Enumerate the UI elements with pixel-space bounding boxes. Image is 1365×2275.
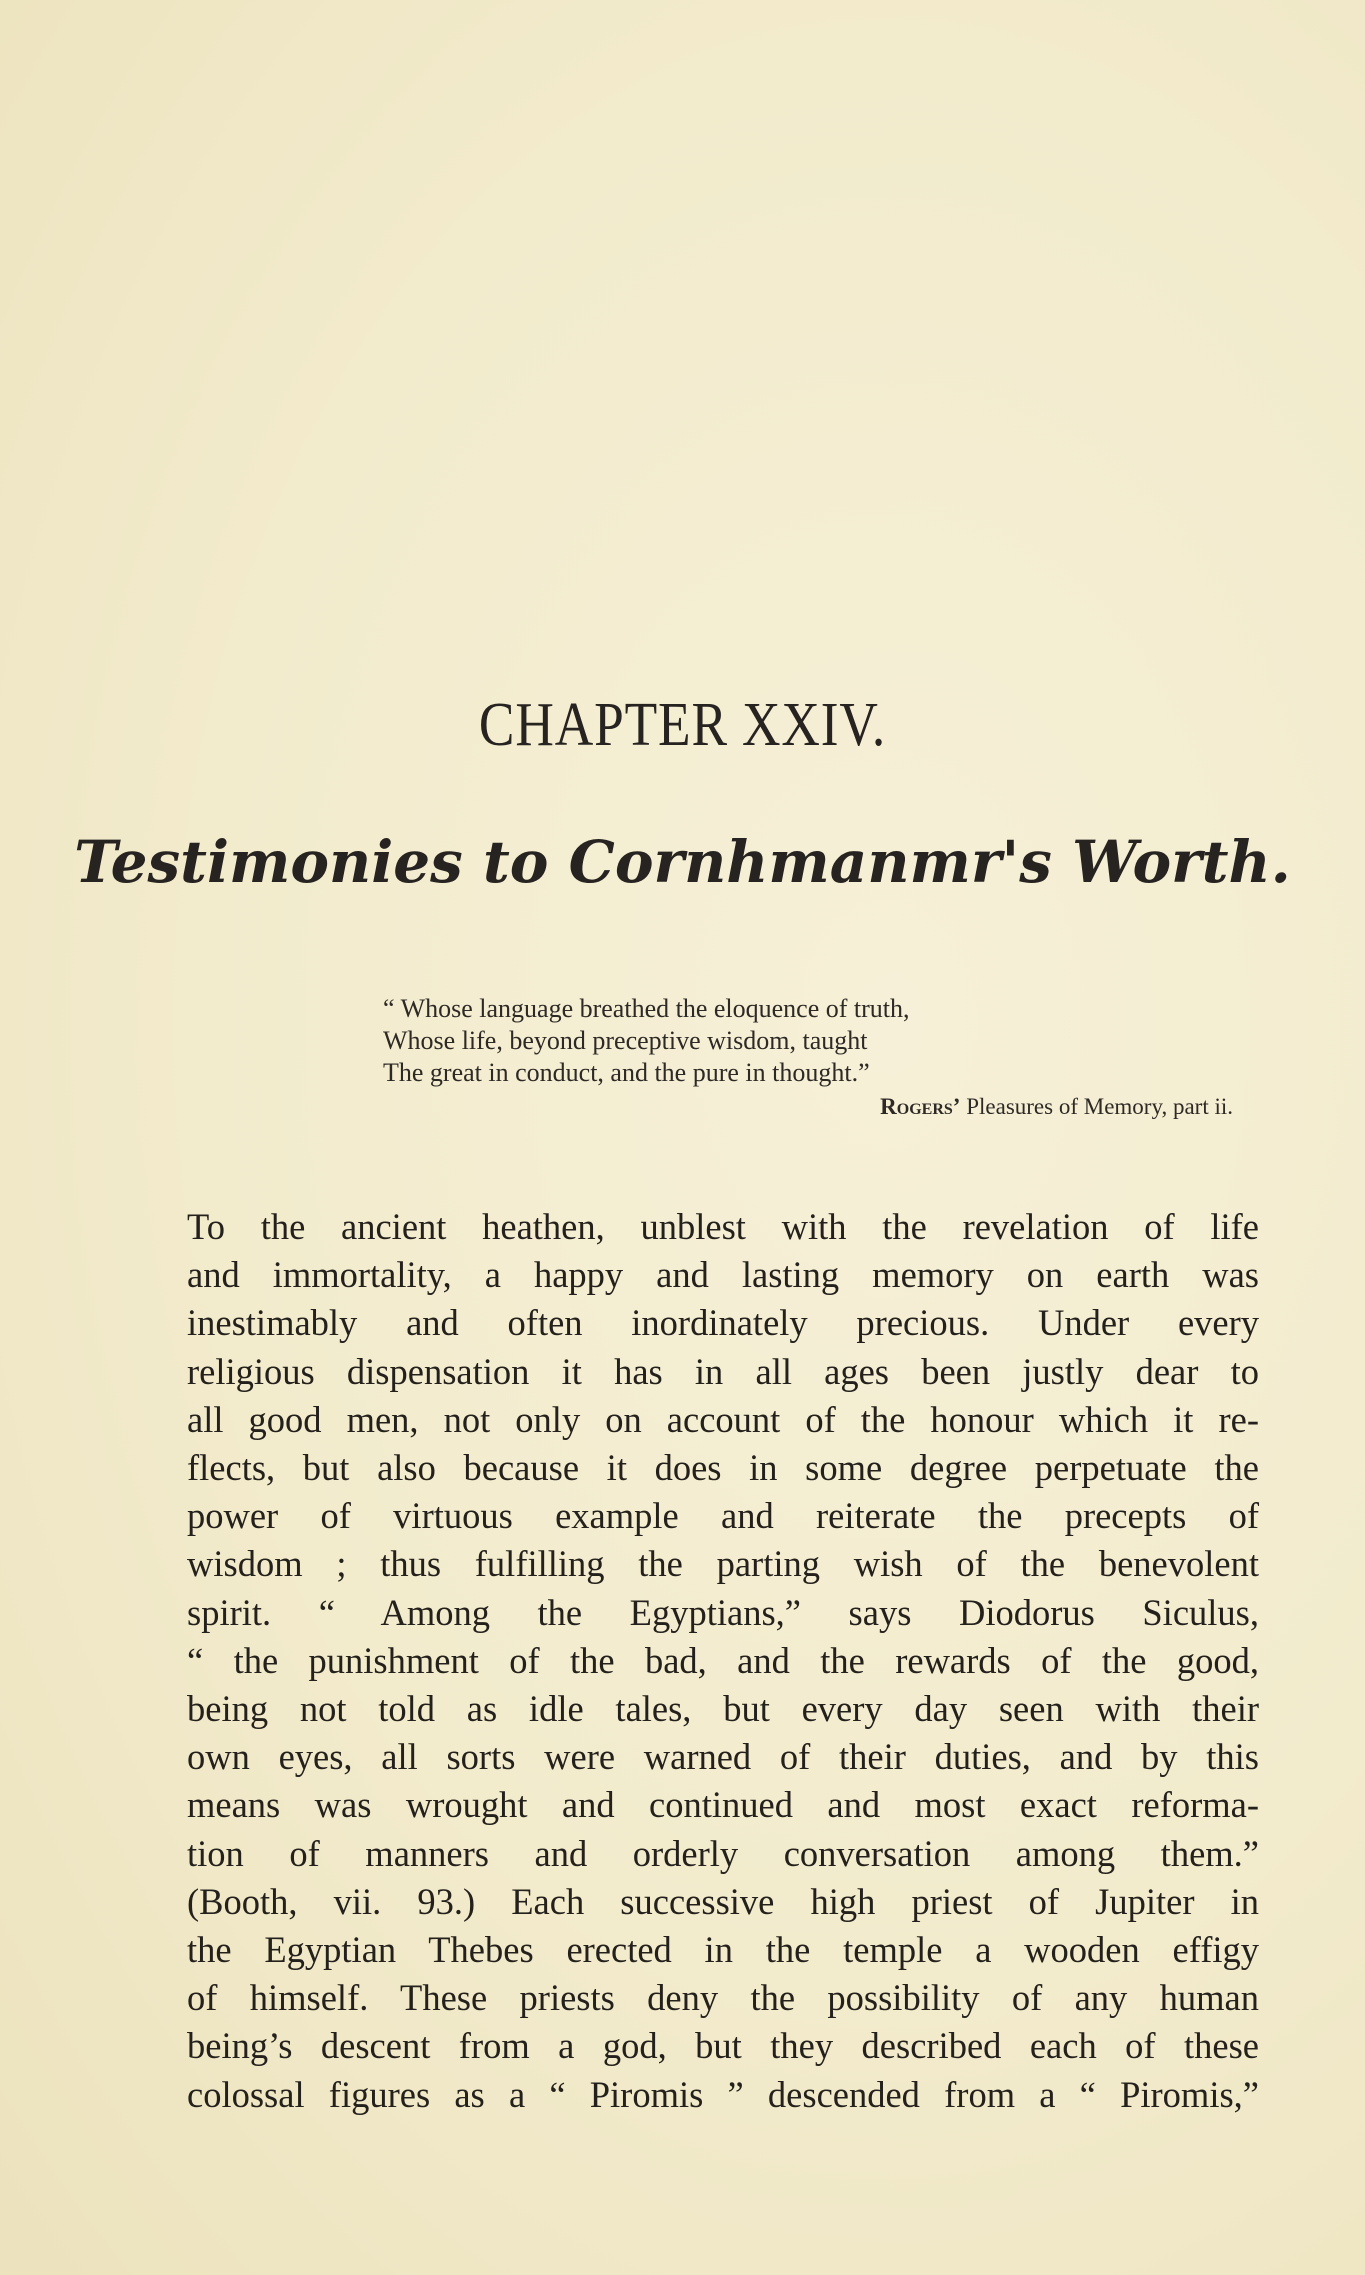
epigraph-line: “ Whose language breathed the eloquence of truth,: [383, 994, 910, 1023]
chapter-title: Testimonies to Cornhmanmr's Worth.: [74, 828, 1291, 896]
epigraph-line: The great in conduct, and the pure in thought.”: [383, 1058, 870, 1087]
body-line: “ the punishment of the bad, and the rewards of the good,: [187, 1639, 1259, 1681]
body-line: (Booth, vii. 93.) Each successive high priest of Jupiter in: [187, 1880, 1259, 1922]
body-line: power of virtuous example and reiterate the precepts of: [187, 1495, 1259, 1537]
epigraph-attribution: [383, 1091, 1253, 1123]
body-line: inestimably and often inordinately precious. Under every: [187, 1302, 1259, 1344]
body-line: all good men, not only on account of the honour which it re-: [187, 1398, 1259, 1440]
body-line: religious dispensation it has in all ages been justly dear to: [187, 1350, 1259, 1392]
body-line: own eyes, all sorts were warned of their duties, and by this: [187, 1736, 1259, 1778]
body-paragraph: [187, 1203, 1259, 2119]
body-line: and immortality, a happy and lasting memory on earth was: [187, 1254, 1259, 1296]
epigraph-author: Rogers’: [880, 1094, 961, 1119]
body-line: the Egyptian Thebes erected in the temple a wooden effigy: [187, 1929, 1259, 1971]
body-line: means was wrought and continued and most exact reforma-: [187, 1784, 1259, 1826]
body-line: To the ancient heathen, unblest with the revelation of life: [187, 1206, 1259, 1247]
body-line: of himself. These priests deny the possibility of any human: [187, 1977, 1259, 2019]
epigraph-line: Whose life, beyond preceptive wisdom, taught: [383, 1026, 868, 1055]
body-line: flects, but also because it does in some degree perpetuate the: [187, 1447, 1259, 1489]
body-line: wisdom ; thus fulfilling the parting wish of the benevolent: [187, 1543, 1259, 1585]
epigraph: [383, 993, 1253, 1123]
body-line: spirit. “ Among the Egyptians,” says Diodorus Siculus,: [187, 1591, 1259, 1633]
body-line: being not told as idle tales, but every day seen with their: [187, 1688, 1259, 1730]
body-line: being’s descent from a god, but they described each of these: [187, 2025, 1259, 2067]
epigraph-work: Pleasures of Memory, part ii.: [966, 1094, 1233, 1119]
chapter-heading: CHAPTER XXIV.: [478, 691, 887, 759]
body-line: colossal figures as a “ Piromis ” descended from a “ Piromis,”: [187, 2073, 1259, 2115]
body-line: tion of manners and orderly conversation among them.”: [187, 1832, 1259, 1874]
